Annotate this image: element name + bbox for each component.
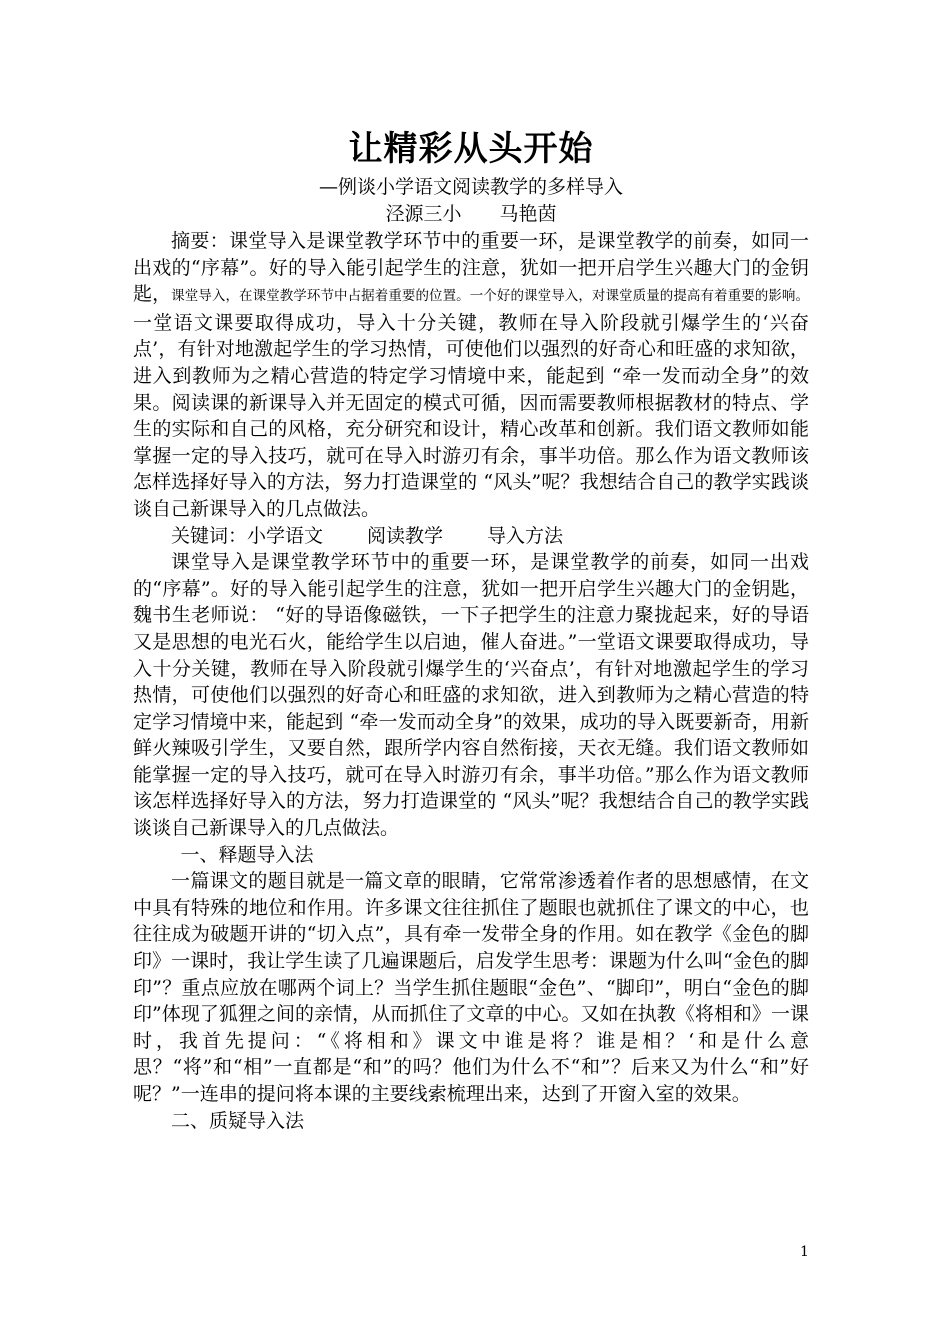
intro-paragraph: 课堂导入是课堂教学环节中的重要一环，是课堂教学的前奏，如同一出戏的“序幕”。好的导入能引起学生的注意，犹如一把开启学生兴趣大门的金钥匙，魏书生老师说： “好的导语像磁铁，一下子把学生的注意力聚拢起来，好的导语又是思想的电光石火，能给学生以启迪，催人奋进。”一堂语文课要取得成功，导入十分关键，教师在导入阶段就引爆学生的‘兴奋点’，有针对地激起学生的学习热情，可使他们以强烈的好奇心和旺盛的求知欲，进入到教师为之精心营造的特定学习情境中来，能起到 “牵一发而动全身”的效果，成功的导入既要新奇，用新鲜火辣吸引学生，又要自然，跟所学内容自然衔接，天衣无缝。我们语文教师如能掌握一定的导入技巧，就可在导入时游刃有余，事半功倍。”那么作为语文教师该怎样选择好导入的方法，努力打造课堂的 “风头”呢？我想结合自己的教学实践谈谈自己新课导入的几点做法。 (133, 551, 809, 840)
keyword-item: 导入方法 (487, 524, 564, 547)
keyword-item: 阅读教学 (367, 524, 444, 547)
document-subtitle: —例谈小学语文阅读教学的多样导入 (318, 176, 623, 198)
document-title: 让精彩从头开始 (348, 129, 594, 169)
keywords-label: 关键词： (171, 524, 248, 547)
abstract-paragraph (133, 228, 809, 523)
keyword-item: 小学语文 (247, 524, 324, 547)
section-heading: 二、质疑导入法 (171, 1109, 305, 1132)
keywords-line (133, 523, 809, 550)
document-body (133, 124, 809, 1134)
section-body: 一篇课文的题目就是一篇文章的眼睛，它常常渗透着作者的思想感情，在文中具有特殊的地位和作用。许多课文往往抓住了题眼也就抓住了课文的中心，也往往成为破题开讲的“切入点”，具有牵一发带全身的作用。如在教学《金色的脚印》一课时，我让学生读了几遍课题后，启发学生思考：课题为什么叫“金色的脚印”？重点应放在哪两个词上？当学生抓住题眼“金色”、“脚印”，明白“金色的脚印”体现了狐狸之间的亲情，从而抓住了文章的中心。又如在执教《将相和》一课时，我首先提问：“《将相和》课文中谁是将？谁是相？‘和是什么意思？“将”和“相”一直都是“和”的吗？他们为什么不“和”？后来又为什么“和”好呢？”一连串的提问将本课的主要线索梳理出来，达到了开窗入室的效果。 (133, 870, 809, 1105)
author-line: 泾源三小 马艳茵 (385, 203, 557, 225)
abstract-text-2: 一堂语文课要取得成功，导入十分关键，教师在导入阶段就引爆学生的‘兴奋点’，有针对地激起学生的学习热情，可使他们以强烈的好奇心和旺盛的求知欲，进入到教师为之精心营造的特定学习情境中来，能起到 “牵一发而动全身”的效果。阅读课的新课导入并无固定的模式可循，因而需要教师根据教材的特点、学生的实际和自己的风格，充分研究和设计，精心改革和创新。我们语文教师如能掌握一定的导入技巧，就可在导入时游刃有余，事半功倍。那么作为语文教师该怎样选择好导入的方法，努力打造课堂的 “风头”呢？我想结合自己的教学实践谈谈自己新课导入的几点做法。 (133, 311, 809, 520)
section-heading: 一、释题导入法 (180, 843, 314, 866)
abstract-text-1: 摘要：课堂导入是课堂教学环节中的重要一环，是课堂教学的前奏，如同一出戏的“序幕”。好的导入能引起学生的注意，犹如一把开启学生兴趣大门的金钥匙， (133, 230, 809, 306)
page-number: 1 (800, 1244, 809, 1260)
abstract-text-small: 课堂导入，在课堂教学环节中占据着重要的位置。一个好的课堂导入，对课堂质量的提高有着重要的影响。 (171, 288, 809, 305)
